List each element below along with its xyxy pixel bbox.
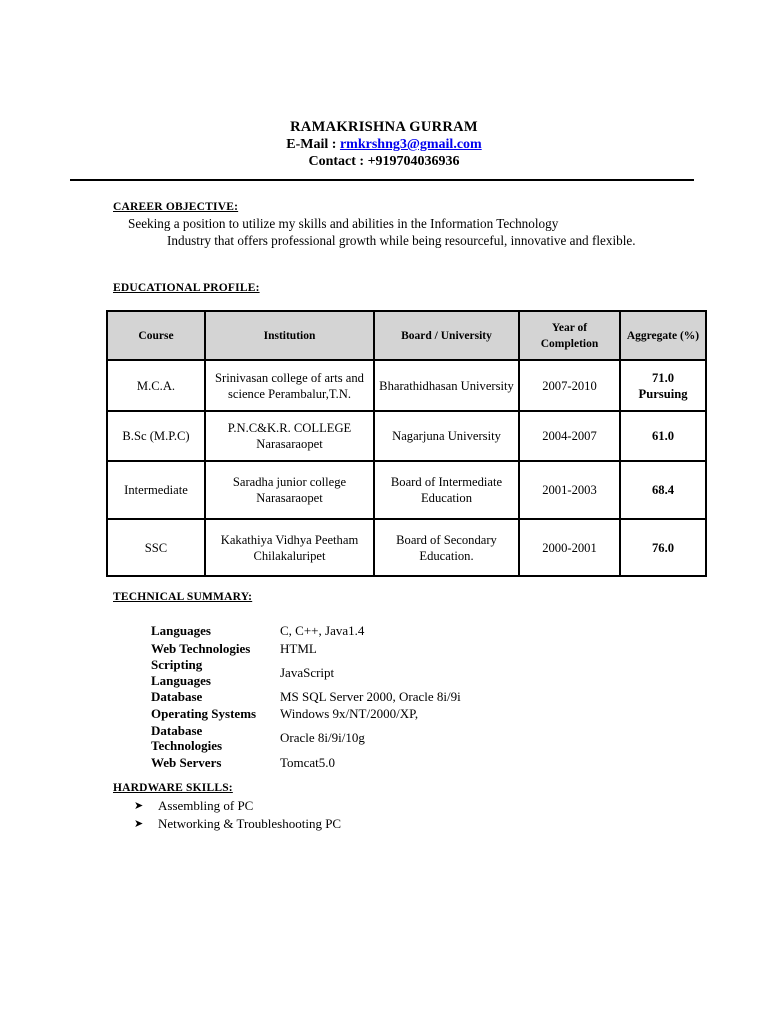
technical-summary-title: TECHNICAL SUMMARY: — [113, 591, 253, 603]
cell-year: 2004-2007 — [519, 411, 620, 461]
contact-number: +919704036936 — [367, 154, 460, 169]
contact-label: Contact : — [308, 154, 365, 169]
header-aggregate: Aggregate (%) — [620, 311, 706, 360]
resume-header — [0, 118, 768, 170]
table-header-row — [107, 311, 706, 360]
cell-board: Board of Secondary Education. — [374, 519, 519, 576]
skill-value: MS SQL Server 2000, Oracle 8i/9i — [280, 688, 461, 704]
cell-year: 2000-2001 — [519, 519, 620, 576]
aggregate-note: Pursuing — [638, 386, 688, 401]
table-row — [107, 360, 706, 411]
cell-aggregate — [620, 360, 706, 411]
header-institution: Institution — [205, 311, 374, 360]
arrow-bullet-icon: ➤ — [134, 817, 144, 830]
skill-row — [151, 657, 461, 688]
skill-row — [151, 622, 461, 640]
header-year: Year of Completion — [519, 311, 620, 360]
career-objective-text — [128, 215, 656, 249]
table-row — [107, 519, 706, 576]
skill-label: Web Technologies — [151, 640, 251, 656]
career-objective-title: CAREER OBJECTIVE: — [113, 201, 239, 213]
hardware-skills-title: HARDWARE SKILLS: — [113, 782, 233, 794]
skill-label: Operating Systems — [151, 705, 257, 721]
email-link[interactable]: rmkrshng3@gmail.com — [339, 137, 482, 152]
cell-course: SSC — [107, 519, 205, 576]
skill-value: HTML — [280, 640, 317, 656]
skill-label: Scripting Languages — [151, 657, 211, 688]
education-table — [106, 310, 707, 577]
cell-year: 2007-2010 — [519, 360, 620, 411]
skill-value: JavaScript — [280, 664, 335, 680]
skill-label: Web Servers — [151, 754, 222, 770]
header-divider — [70, 179, 694, 181]
skill-value: Windows 9x/NT/2000/XP, — [280, 705, 419, 721]
email-label: E-Mail : — [286, 137, 337, 152]
cell-year: 2001-2003 — [519, 461, 620, 519]
cell-institution: P.N.C&K.R. COLLEGE Narasaraopet — [205, 411, 374, 461]
cell-board: Board of Intermediate Education — [374, 461, 519, 519]
contact-line — [0, 153, 768, 170]
skill-row — [151, 705, 461, 722]
cell-board: Nagarjuna University — [374, 411, 519, 461]
technical-summary-list — [151, 622, 461, 771]
skill-row — [151, 754, 461, 771]
cell-institution: Srinivasan college of arts and science Perambalur,T.N. — [205, 360, 374, 411]
table-row — [107, 461, 706, 519]
list-item — [134, 797, 341, 815]
arrow-bullet-icon: ➤ — [134, 799, 144, 812]
cell-institution: Kakathiya Vidhya Peetham Chilakaluripet — [205, 519, 374, 576]
email-line — [0, 136, 768, 153]
skill-value: C, C++, Java1.4 — [280, 623, 365, 638]
cell-aggregate: 76.0 — [620, 519, 706, 576]
table-row — [107, 411, 706, 461]
cell-course: Intermediate — [107, 461, 205, 519]
cell-board: Bharathidhasan University — [374, 360, 519, 411]
skill-row — [151, 640, 461, 657]
candidate-name: RAMAKRISHNA GURRAM — [290, 119, 478, 135]
hardware-skills-list — [134, 797, 341, 833]
cell-institution: Saradha junior college Narasaraopet — [205, 461, 374, 519]
skill-value: Tomcat5.0 — [280, 754, 336, 770]
skill-value: Oracle 8i/9i/10g — [280, 730, 365, 745]
skill-label: Database — [151, 688, 203, 704]
skill-label: Languages — [151, 623, 211, 639]
cell-course: M.C.A. — [107, 360, 205, 411]
hardware-skill: Networking & Troubleshooting PC — [158, 816, 342, 831]
skill-label: Database Technologies — [151, 722, 223, 753]
skill-row — [151, 722, 461, 754]
cell-aggregate: 68.4 — [620, 461, 706, 519]
skill-row — [151, 688, 461, 705]
header-course: Course — [107, 311, 205, 360]
hardware-skill: Assembling of PC — [158, 798, 254, 813]
header-board: Board / University — [374, 311, 519, 360]
cell-aggregate: 61.0 — [620, 411, 706, 461]
aggregate-value: 71.0 — [651, 370, 675, 385]
cell-course: B.Sc (M.P.C) — [107, 411, 205, 461]
educational-profile-title: EDUCATIONAL PROFILE: — [113, 282, 260, 294]
objective-line-2: Industry that offers professional growth while being resourceful, innovative and flexible. — [167, 233, 636, 248]
list-item — [134, 815, 341, 833]
objective-line-1: Seeking a position to utilize my skills and abilities in the Information Technology — [128, 216, 559, 231]
